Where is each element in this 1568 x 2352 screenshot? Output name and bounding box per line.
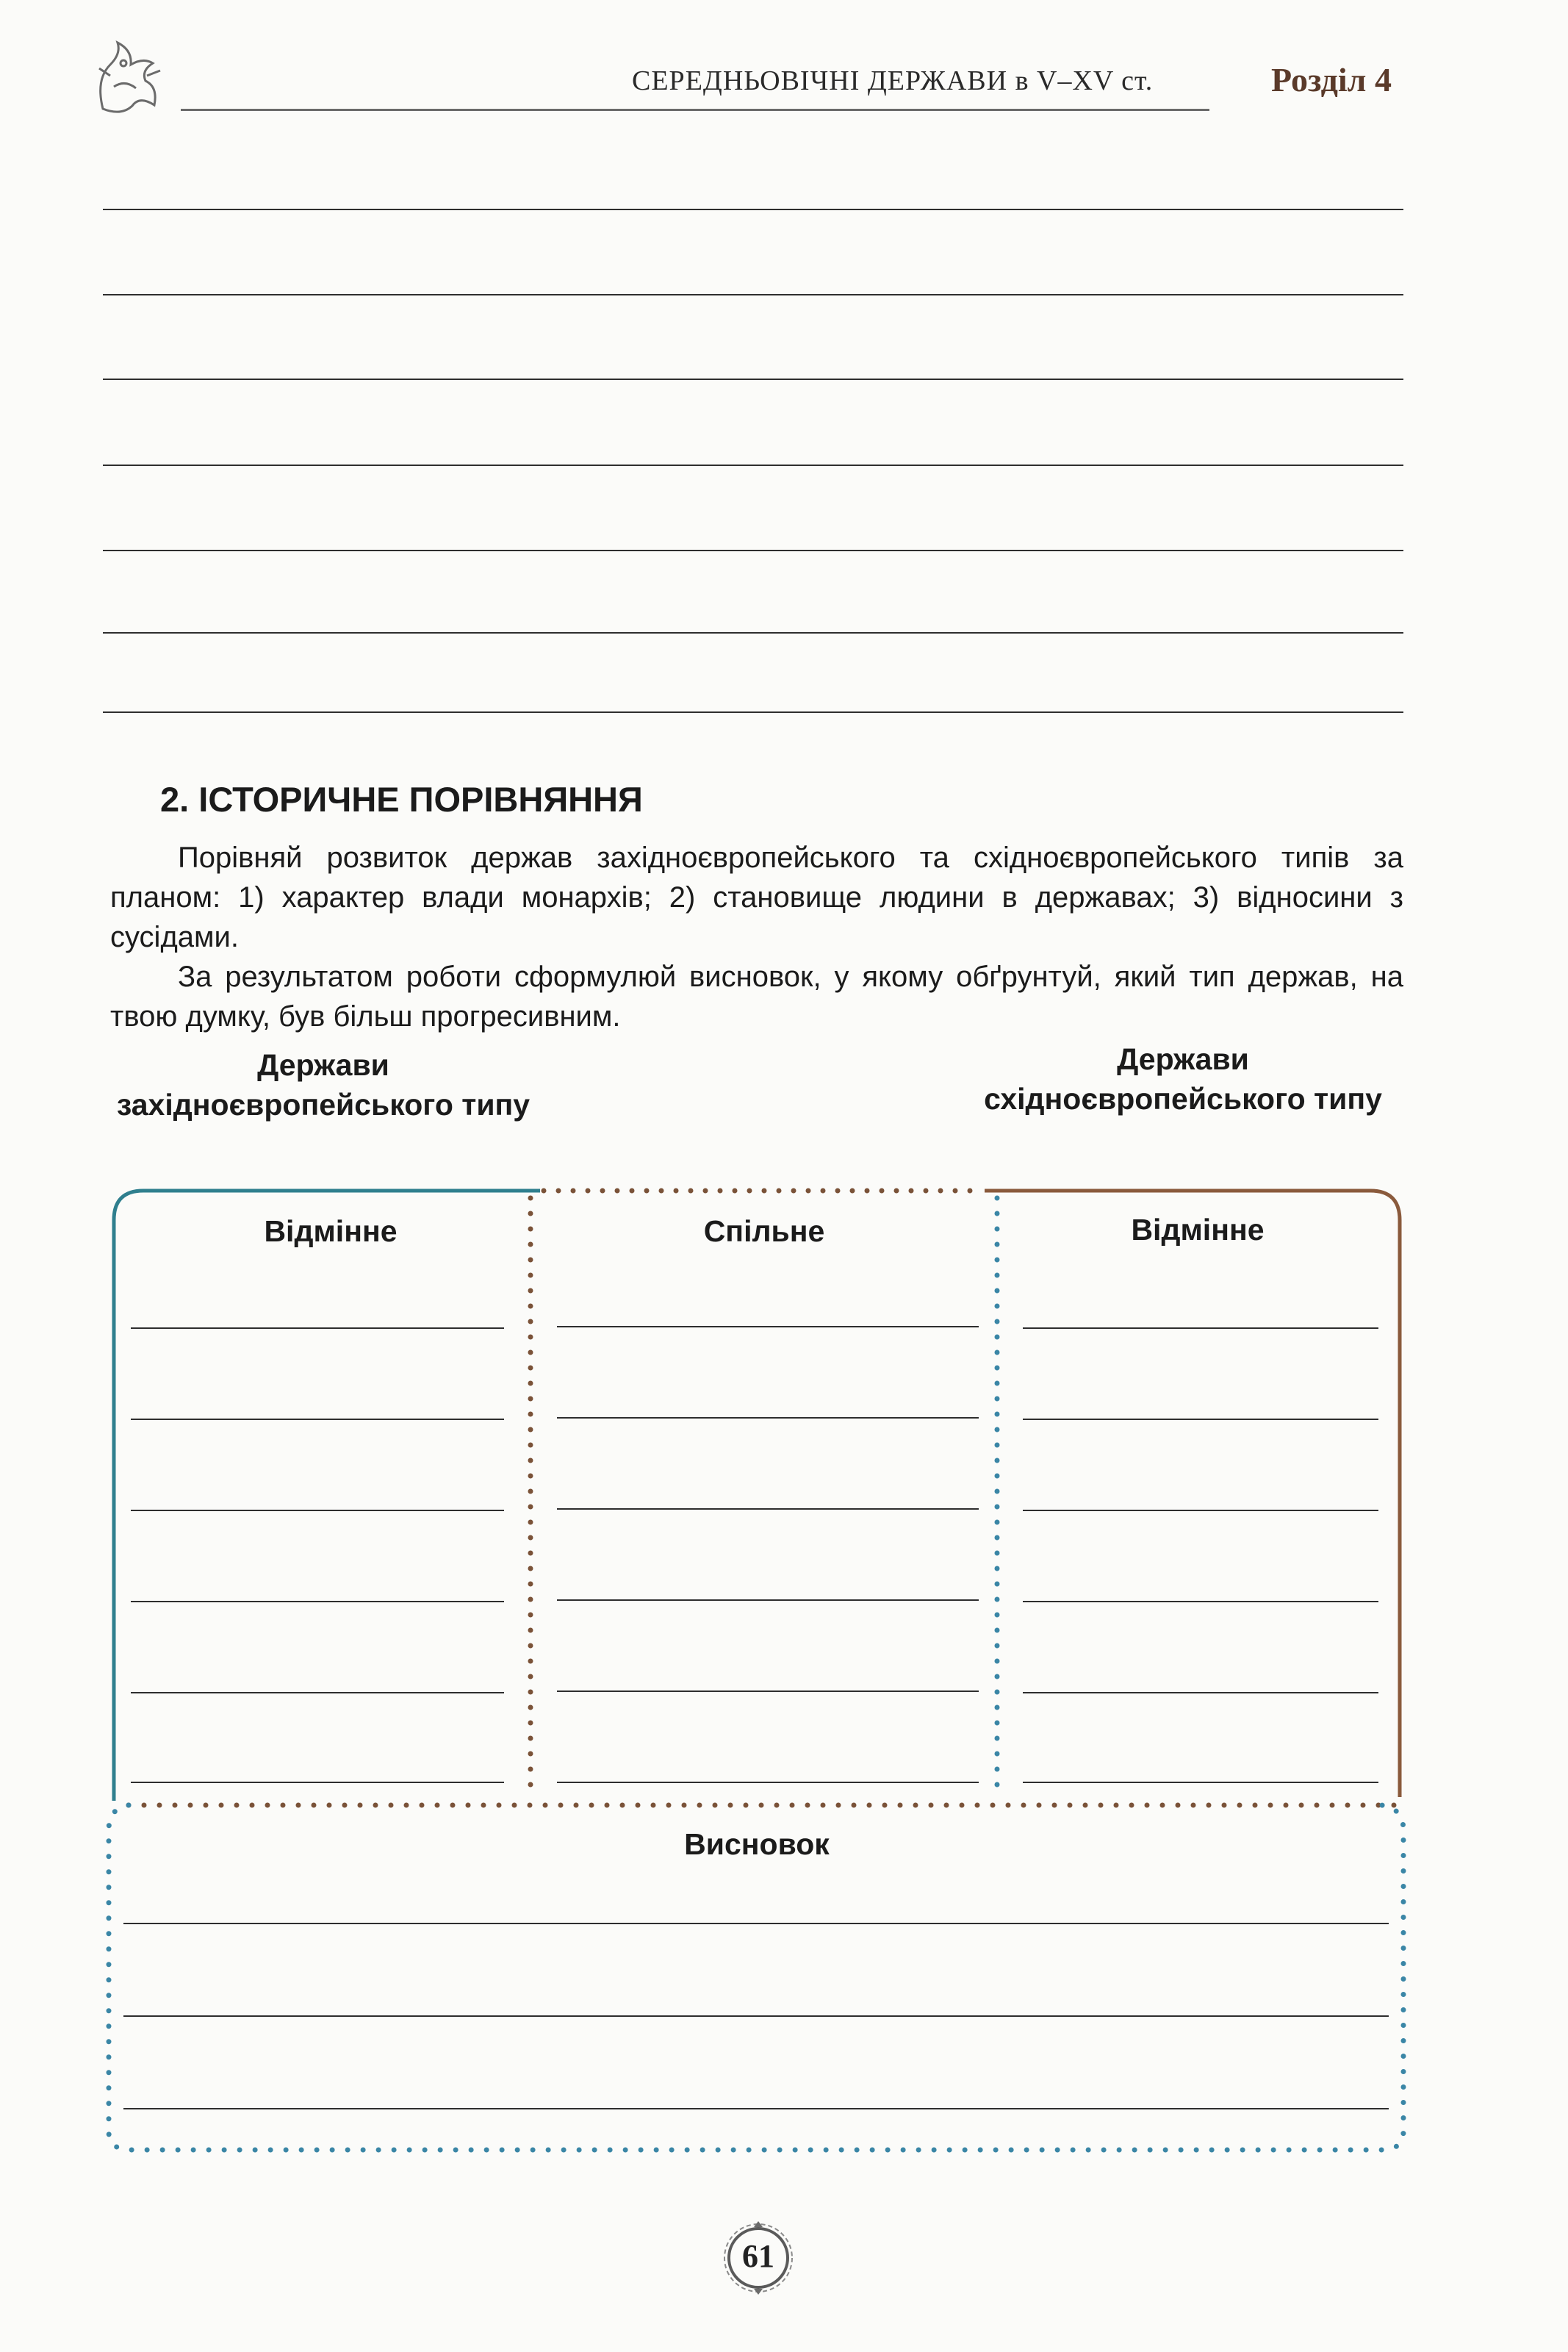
column-title-eastern-different: Відмінне: [1131, 1213, 1265, 1247]
task-paragraph: Порівняй розвиток держав західноєвропейського та східноєвропейського типів за планом: 1) характер влади монархів; 2) становище людини в державах; 3) відносини з сусідами.: [110, 842, 1403, 953]
writing-line[interactable]: [131, 1692, 504, 1693]
writing-line[interactable]: [1023, 1327, 1378, 1329]
writing-line[interactable]: [131, 1510, 504, 1511]
section-label: Розділ 4: [1271, 61, 1392, 98]
writing-line[interactable]: [131, 1782, 504, 1783]
writing-line[interactable]: [557, 1326, 979, 1327]
writing-line[interactable]: [557, 1782, 979, 1783]
page-number: 61: [742, 2238, 774, 2274]
writing-line[interactable]: [557, 1508, 979, 1510]
western-states-heading: Держави західноєвропейського типу: [116, 1048, 531, 1122]
writing-line[interactable]: [131, 1601, 504, 1602]
writing-line[interactable]: [557, 1599, 979, 1601]
right-frame-border: [985, 1191, 1400, 1797]
column-title-western-different: Відмінне: [264, 1214, 398, 1248]
writing-line[interactable]: [557, 1690, 979, 1692]
left-frame-border: [114, 1191, 540, 1801]
writing-line[interactable]: [131, 1327, 504, 1329]
column-title-common: Спільне: [703, 1214, 825, 1248]
writing-line[interactable]: [557, 1417, 979, 1419]
writing-line[interactable]: [1023, 1601, 1378, 1602]
task-paragraph: За результатом роботи сформулюй висновок, у якому обґрунтуй, який тип держав, на твою думку, був більш прогресивним.: [110, 961, 1403, 1033]
eastern-states-heading: Держави східноєвропейського типу: [984, 1042, 1382, 1116]
running-header-title: СЕРЕДНЬОВІЧНІ ДЕРЖАВИ в V–XV ст.: [632, 65, 1154, 96]
conclusion-title: Висновок: [684, 1827, 830, 1861]
writing-line[interactable]: [1023, 1782, 1378, 1783]
writing-line[interactable]: [1023, 1510, 1378, 1511]
writing-line[interactable]: [123, 2108, 1389, 2109]
writing-line[interactable]: [123, 1923, 1389, 1924]
writing-line[interactable]: [123, 2015, 1389, 2017]
writing-line[interactable]: [1023, 1692, 1378, 1693]
task-title: 2. ІСТОРИЧНЕ ПОРІВНЯННЯ: [160, 780, 643, 819]
writing-line[interactable]: [1023, 1419, 1378, 1420]
writing-line[interactable]: [131, 1419, 504, 1420]
